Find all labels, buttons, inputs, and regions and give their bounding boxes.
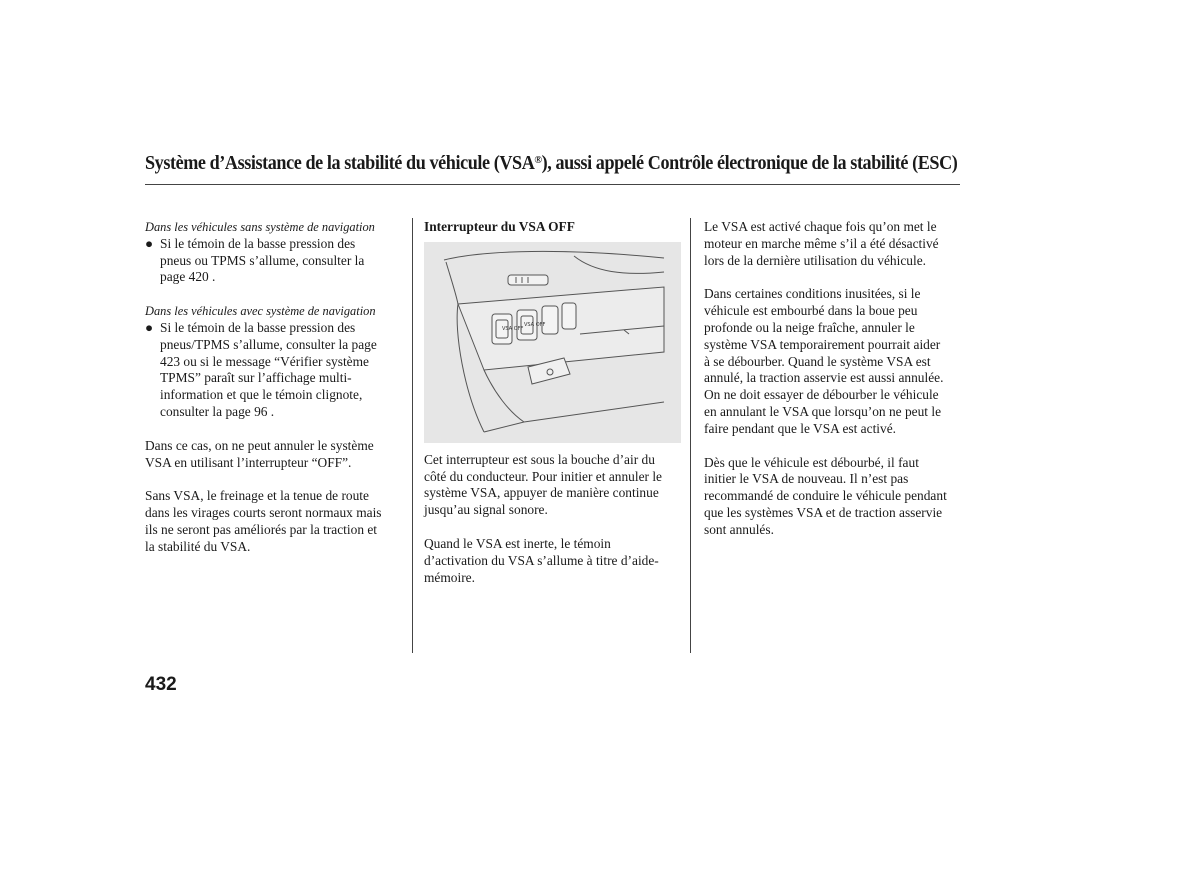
column-divider <box>412 218 413 653</box>
middle-column <box>424 219 684 586</box>
paragraph: Quand le VSA est inerte, le témoin <box>424 535 611 551</box>
paragraph: recommandé de conduire le véhicule pendant <box>704 488 947 504</box>
paragraph: mémoire. <box>424 569 475 585</box>
paragraph: la stabilité du VSA. <box>145 538 251 554</box>
paragraph: Dès que le véhicule est débourbé, il faut <box>704 454 919 470</box>
paragraph: Dans ce cas, on ne peut annuler le système <box>145 437 374 453</box>
paragraph: Sans VSA, le freinage et la tenue de route <box>145 488 369 504</box>
paragraph: à se débourber. Quand le système VSA est <box>704 353 931 369</box>
bullet-icon: ● <box>145 235 154 251</box>
paragraph: VSA en utilisant l’interrupteur “OFF”. <box>145 454 352 470</box>
paragraph: d’activation du VSA s’allume à titre d’aide- <box>424 552 659 568</box>
paragraph: système VSA, appuyer de manière continue <box>424 485 659 501</box>
paragraph: On ne doit essayer de débourber le véhicule <box>704 387 939 403</box>
list-item: ● Si le témoin de la basse pression des pneus ou TPMS s’allume, consulter la page 420 . <box>145 235 365 285</box>
section-heading: Interrupteur du VSA OFF <box>424 219 575 234</box>
right-column <box>704 219 966 539</box>
paragraph: Cet interrupteur est sous la bouche d’air du <box>424 451 655 467</box>
left-column <box>145 219 407 556</box>
paragraph: lors de la dernière utilisation du véhicule. <box>704 252 926 268</box>
page-reference-link[interactable]: 423 ou si le message “Vérifier système <box>160 353 369 369</box>
paragraph: côté du conducteur. Pour initier et annuler le <box>424 468 662 484</box>
paragraph: en annulant le VSA que lorsqu’on ne peut le <box>704 403 942 419</box>
bullet-icon: ● <box>145 319 154 335</box>
paragraph: initier le VSA de nouveau. Il n’est pas <box>704 471 909 487</box>
paragraph: moteur en marche même s’il a été désactivé <box>704 235 939 251</box>
section-label: Dans les véhicules avec système de navigation <box>145 304 376 319</box>
page-reference-link[interactable]: consulter la page 96 . <box>160 403 275 419</box>
page-number: 432 <box>145 674 177 695</box>
vsa-switch-illustration <box>424 242 681 443</box>
paragraph: dans les virages courts seront normaux mais <box>145 505 382 521</box>
paragraph: annulé, la traction asservie est aussi annulée. <box>704 370 944 386</box>
dashboard-drawing <box>424 242 681 443</box>
section-label: Dans les véhicules sans système de navigation <box>145 220 375 234</box>
paragraph: Dans certaines conditions inusitées, si le <box>704 286 921 302</box>
paragraph: système VSA temporairement pourrait aider <box>704 336 941 352</box>
paragraph: ils ne seront pas améliorés par la traction et <box>145 521 378 537</box>
paragraph: que les systèmes VSA et de traction asservie <box>704 504 943 520</box>
paragraph: jusqu’au signal sonore. <box>424 502 548 518</box>
title-rule <box>145 184 960 185</box>
svg-text:VSA OFF: VSA OFF <box>524 321 546 328</box>
page-reference-link[interactable]: page 420 . <box>160 269 216 285</box>
paragraph: faire pendant que le VSA est activé. <box>704 420 896 436</box>
paragraph: véhicule est embourbé dans la boue peu <box>704 303 918 319</box>
paragraph: profonde ou la neige fraîche, annuler le <box>704 319 915 335</box>
paragraph: sont annulés. <box>704 521 774 537</box>
list-item: ● Si le témoin de la basse pression des pneus/TPMS s’allume, consulter la page 423 ou si le message “Vérifier système TPMS” paraît sur l’affichage multi- information et que le témoin clignote, consulter la page 96 . <box>145 319 377 419</box>
vsa-off-icon: VSA OFF <box>502 325 524 332</box>
page-title: Système d’Assistance de la stabilité du véhicule (VSA®), aussi appelé Contrôle électronique de la stabilité (ESC) <box>145 153 958 174</box>
paragraph: Le VSA est activé chaque fois qu’on met le <box>704 219 937 234</box>
column-divider <box>690 218 691 653</box>
